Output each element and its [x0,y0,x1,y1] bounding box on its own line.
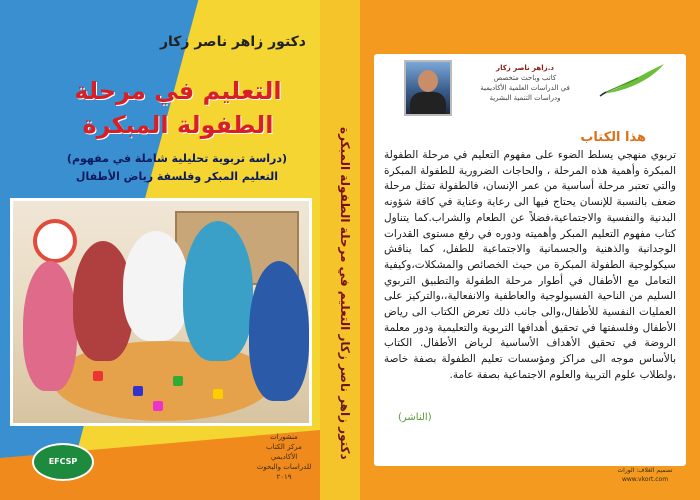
toy-block [133,386,143,396]
about-body: تربوي منهجي يسلط الضوء على مفهوم التعليم في مرحلة الطفولة المبكرة وأهمية هذه المرحلة ، والحاجات الضرورية للطفولة المبكرة والتي تعتبر مرحلة أساسية من عمر الإنسان، فالطفولة تمثل مرحلة ضعف بالنسبة للإنسان يحتاج فيها الى رعاية وعناية في كافة شؤونه البدنية والنفسية والاجتماعية،فضلاً عن الطعام والشراب.كما يتناول كتاب مفهوم التعليم المبكر وأهميته ودوره في رفع مستوى القدرات الوجدانية والذهنية والجسمانية والاجتماعية للطفل، كما يناقش سيكولوجية الطفولة المبكرة من حيث الخصائص والمشكلات،وكيفية التعامل مع الأطفال في أطوار مرحلة الطفولة والتطبيق التربوي السليم من الناحية الفسيولوجية والعاطفية والانفعالية،،والتركيز على العمليات النفسية للأطفال،والى جانب ذلك تعرض الكتاب الى رياض الأطفال وفلسفتها في تحقيق أهدافها التربوية والتعليمية ودور معلمة الروضة في تحقيق الأهداف الأساسية لرياض الأطفال. الكتاب بالأساس موجه الى مراكز ومؤسسات تعليم الطفولة بصفة خاصة ،ولطلاب علوم التربية والعلوم الاجتماعية بصفة عامة. [384,149,676,381]
back-author-line2: كاتب وباحث متخصص [493,74,557,82]
front-title-line1: التعليم في مرحلة [74,77,282,105]
front-cover [0,0,320,500]
toy-block [213,389,223,399]
toy-block [173,376,183,386]
classroom-photo [10,198,312,426]
author-photo [404,60,452,116]
author-face [418,70,438,92]
publisher-line4: ٢٠١٩ [276,473,292,481]
front-publisher [252,432,316,482]
back-author-line3: في الدراسات العلمية الأكاديمية [480,84,570,92]
about-heading: هذا الكتاب [580,130,646,145]
spine-title: التعليم في مرحلة الطفولة المبكرة [338,127,352,331]
back-author-info [480,63,570,103]
publisher-signature: (الناشر) [398,412,432,423]
spine-author: دكتور زاهر ناصر زكار [338,334,352,460]
child-figure [123,231,189,341]
back-author-name: د.زاهر ناصر زكار [496,64,554,72]
spine-text [328,40,352,460]
child-figure [249,261,309,401]
front-subtitle [52,150,302,186]
publisher-logo-text: EFCSP [48,457,78,466]
child-figure [23,261,77,391]
front-title-line2: الطفولة المبكرة [82,111,274,139]
publisher-line1: منشورات [270,433,298,441]
designer-line1: تصميم الغلاف: الوراث [617,467,673,474]
spine [320,0,360,500]
front-subtitle-line1: (دراسة تربوية تحليلية شاملة في مفهوم) [66,152,288,165]
toy-block [93,371,103,381]
front-title [48,74,308,142]
clock-icon [33,219,77,263]
publisher-line2: مركز الكتاب الأكاديمي [266,443,302,461]
back-author-line4: ودراسات التنمية البشرية [489,94,561,102]
front-author: دكتور زاهر ناصر زكار [159,34,306,50]
teacher-figure [183,221,253,361]
front-subtitle-line2: التعليم المبكر وفلسفة رياض الأطفال [75,170,279,183]
toy-block [153,401,163,411]
designer-line2: www.vkort.com [621,476,669,483]
publisher-logo [32,443,94,481]
author-suit [410,92,446,114]
designer-credit [600,466,690,484]
quill-icon [598,62,668,98]
publisher-line3: للدراسات والبحوث [256,463,312,471]
